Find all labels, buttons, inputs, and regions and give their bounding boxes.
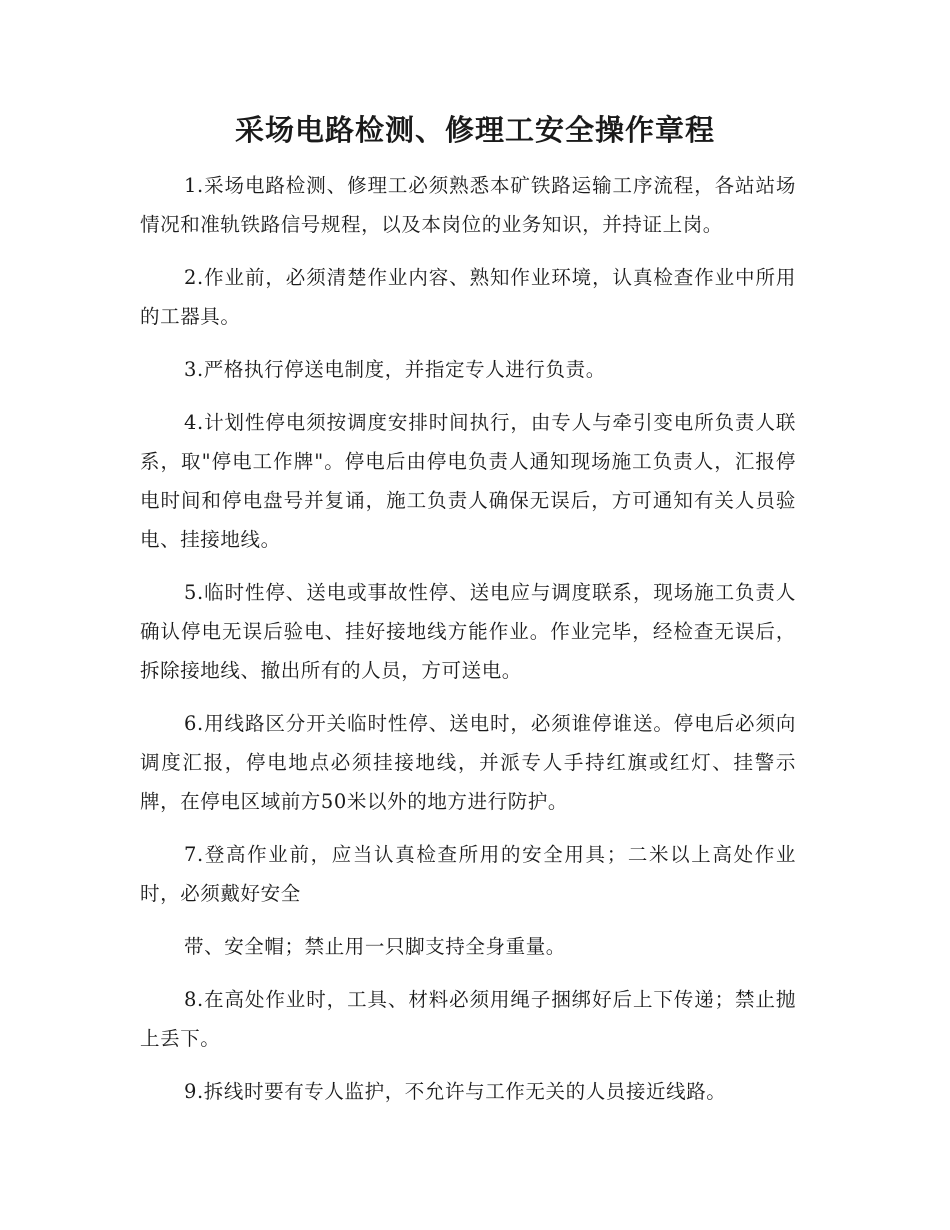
paragraph-3: 3.严格执行停送电制度，并指定专人进行负责。 — [184, 358, 606, 381]
paragraph-1: 1.采场电路检测、修理工必须熟悉本矿铁路运输工序流程，各站站场情况和准轨铁路信号规程，以及本岗位的业务知识，并持证上岗。 — [140, 174, 796, 236]
paragraph-8: 8.在高处作业时，工具、材料必须用绳子捆绑好后上下传递；禁止抛上丢下。 — [140, 988, 796, 1050]
paragraph-4: 4.计划性停电须按调度安排时间执行，由专人与牵引变电所负责人联系，取"停电工作牌"。停电后由停电负责人通知现场施工负责人，汇报停电时间和停电盘号并复诵，施工负责人确保无误后，方可通知有关人员验电、挂接地线。 — [140, 411, 796, 551]
paragraph-9: 9.拆线时要有专人监护，不允许与工作无关的人员接近线路。 — [184, 1080, 727, 1103]
document-body — [140, 166, 796, 1125]
paragraph-6: 6.用线路区分开关临时性停、送电时，必须谁停谁送。停电后必须向调度汇报，停电地点必须挂接地线，并派专人手持红旗或红灯、挂警示牌，在停电区域前方50米以外的地方进行防护。 — [140, 712, 796, 813]
paragraph-7: 7.登高作业前，应当认真检查所用的安全用具；二米以上高处作业时，必须戴好安全 — [140, 843, 796, 905]
paragraph-7-continuation: 带、安全帽；禁止用一只脚支持全身重量。 — [184, 935, 566, 958]
paragraph-5: 5.临时性停、送电或事故性停、送电应与调度联系，现场施工负责人确认停电无误后验电、挂好接地线方能作业。作业完毕，经检查无误后，拆除接地线、撤出所有的人员，方可送电。 — [140, 581, 796, 682]
paragraph-2: 2.作业前，必须清楚作业内容、熟知作业环境，认真检查作业中所用的工器具。 — [140, 266, 796, 328]
document-title: 采场电路检测、修理工安全操作章程 — [234, 113, 715, 147]
